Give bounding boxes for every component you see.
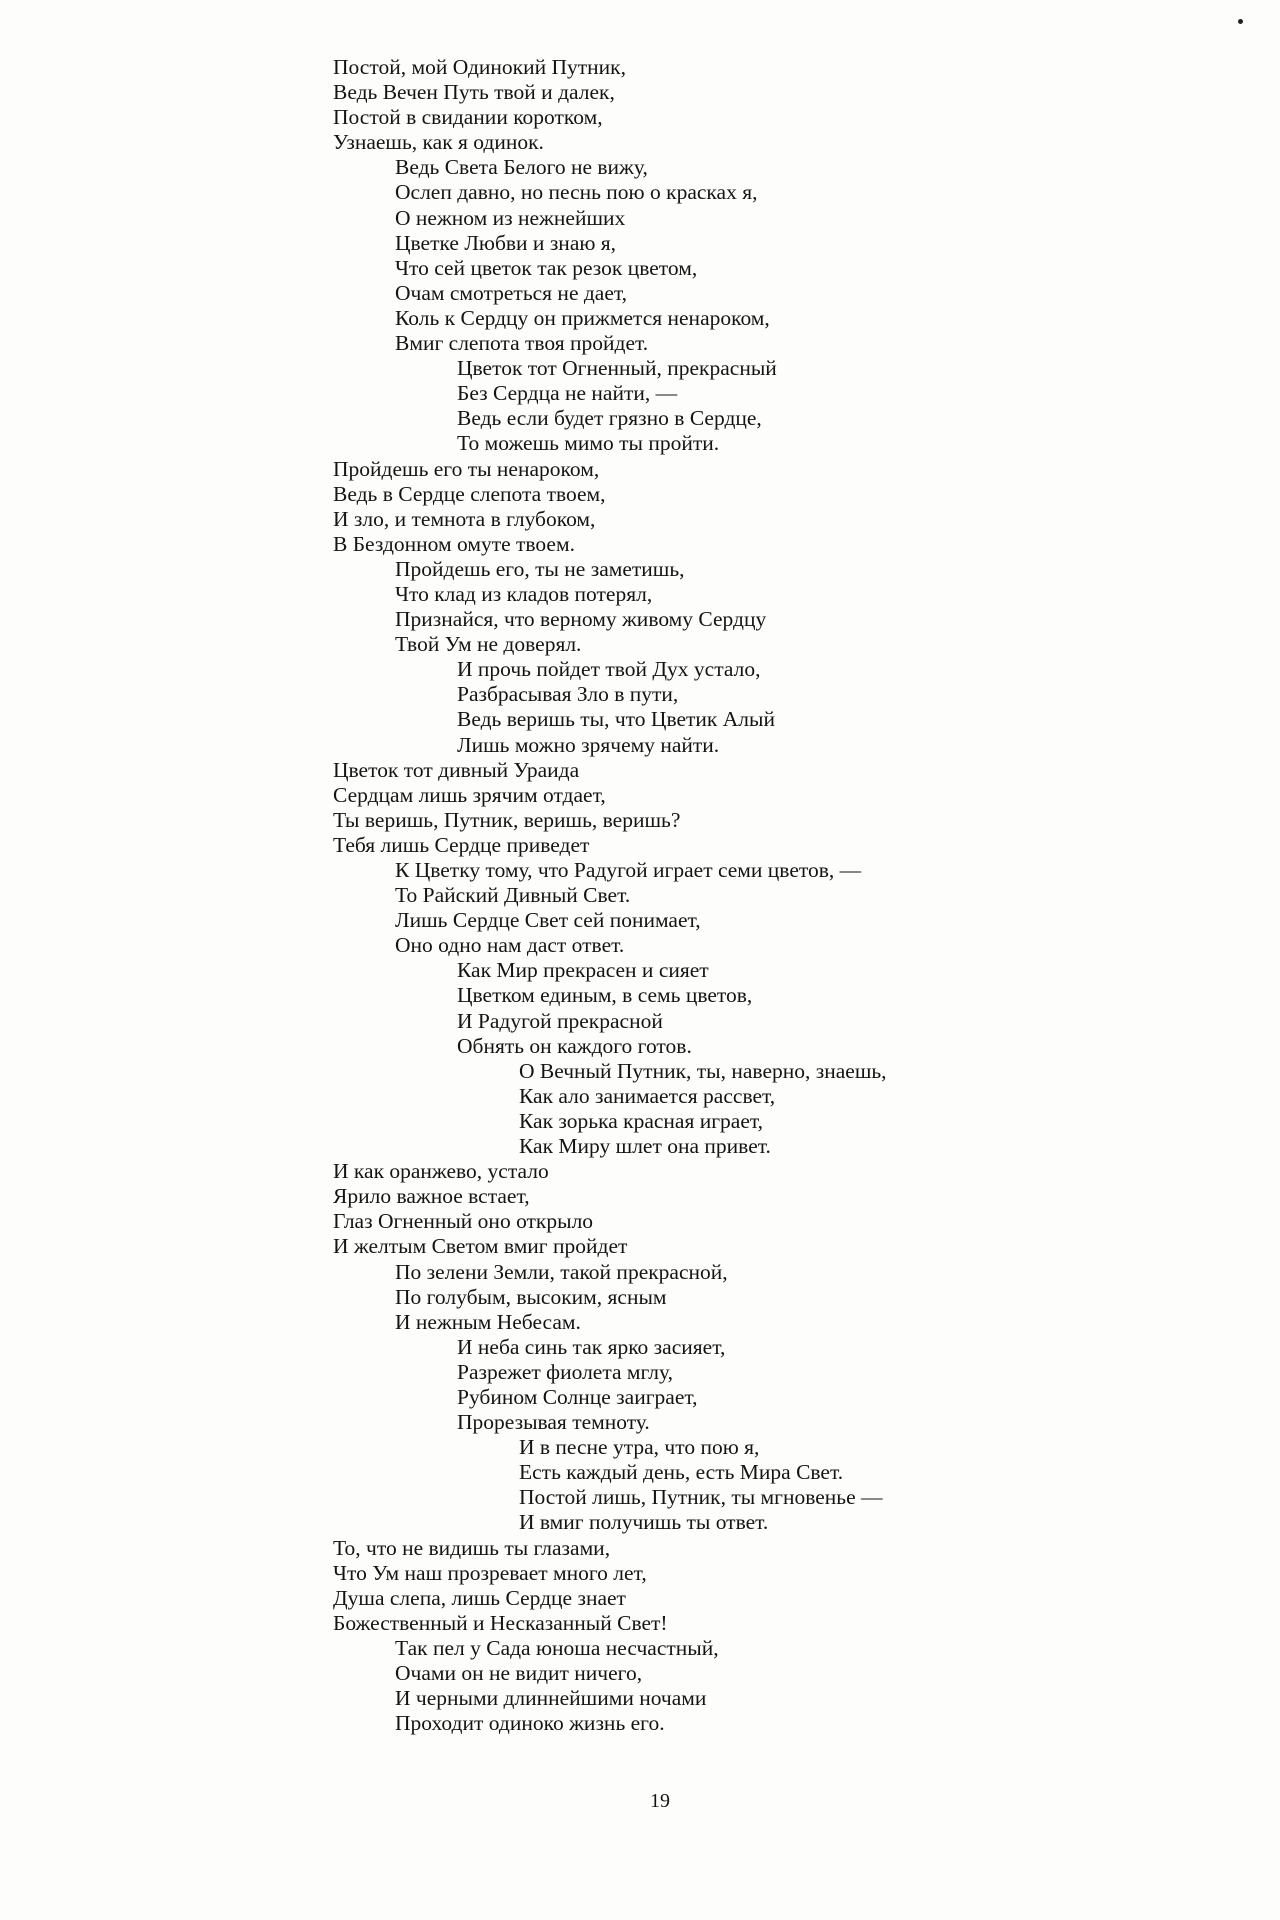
poem-line: Что клад из кладов потерял, (395, 581, 653, 606)
poem-line: Ослеп давно, но песнь пою о красках я, (395, 180, 758, 205)
poem-line: Постой в свидании коротком, (333, 105, 603, 130)
poem-line: Ведь веришь ты, что Цветик Алый (457, 707, 775, 732)
corner-mark (1238, 19, 1243, 24)
poem-line: Вмиг слепота твоя пройдет. (395, 331, 649, 356)
poem-line: И нежным Небесам. (395, 1309, 581, 1334)
poem-line: И зло, и темнота в глубоком, (333, 506, 596, 531)
poem-line: Прорезывая темноту. (457, 1410, 650, 1435)
poem-line: Разрежет фиолета мглу, (457, 1359, 673, 1384)
poem-line: И черными длиннейшими ночами (395, 1686, 707, 1711)
poem-line: Цветок тот Огненный, прекрасный (457, 356, 777, 381)
poem-line: Ярило важное встает, (333, 1184, 530, 1209)
poem-line: Постой лишь, Путник, ты мгновенье — (519, 1485, 883, 1510)
poem-line: Без Сердца не найти, — (457, 381, 678, 406)
poem-line: Ведь в Сердце слепота твоем, (333, 481, 606, 506)
poem-line: И в песне утра, что пою я, (519, 1435, 760, 1460)
poem-line: Что Ум наш прозревает много лет, (333, 1560, 647, 1585)
poem-line: Коль к Сердцу он прижмется ненароком, (395, 305, 770, 330)
page-number: 19 (650, 1790, 670, 1812)
poem-line: Так пел у Сада юноша несчастный, (395, 1635, 719, 1660)
poem-line: И Радугой прекрасной (457, 1008, 663, 1033)
poem-line: Глаз Огненный оно открыло (333, 1209, 594, 1234)
poem-line: Цветке Любви и знаю я, (395, 230, 617, 255)
poem-line: В Бездонном омуте твоем. (333, 531, 575, 556)
poem-line: Пройдешь его, ты не заметишь, (395, 556, 685, 581)
poem-line: Божественный и Несказанный Свет! (333, 1610, 668, 1635)
poem-line: Очами он не видит ничего, (395, 1661, 643, 1685)
poem-line: Твой Ум не доверял. (395, 632, 582, 657)
poem-line: Как Мир прекрасен и сияет (457, 958, 709, 983)
poem-line: По голубым, высоким, ясным (395, 1284, 667, 1309)
poem-line: Лишь можно зрячему найти. (457, 732, 720, 757)
poem-line: И прочь пойдет твой Дух устало, (457, 657, 761, 682)
poem-text (333, 55, 1233, 1736)
poem-line: И как оранжево, устало (333, 1159, 549, 1184)
poem-line: Оно одно нам даст ответ. (395, 933, 625, 958)
poem-line: То, что не видишь ты глазами, (333, 1535, 611, 1560)
poem-line: Ты веришь, Путник, веришь, веришь? (333, 807, 681, 832)
poem-line: О Вечный Путник, ты, наверно, знаешь, (519, 1058, 887, 1083)
poem-line: Есть каждый день, есть Мира Свет. (519, 1460, 844, 1485)
poem-line: Сердцам лишь зрячим отдает, (333, 782, 606, 807)
poem-line: К Цветку тому, что Радугой играет семи цветов, — (395, 858, 862, 882)
poem-line: Пройдешь его ты ненароком, (333, 456, 600, 481)
poem-line: Обнять он каждого готов. (457, 1033, 692, 1058)
poem-line: Проходит одиноко жизнь его. (395, 1711, 665, 1736)
poem-line: Тебя лишь Сердце приведет (333, 832, 590, 857)
poem-line: То можешь мимо ты пройти. (457, 431, 720, 456)
poem-line: Лишь Сердце Свет сей понимает, (395, 908, 701, 933)
poem-line: Разбрасывая Зло в пути, (457, 682, 679, 707)
poem-line: Узнаешь, как я одинок. (333, 130, 544, 155)
poem-line: Что сей цветок так резок цветом, (395, 255, 698, 280)
poem-line: О нежном из нежнейших (395, 205, 626, 230)
poem-line: И желтым Светом вмиг пройдет (333, 1234, 628, 1259)
poem-line: Как зорька красная играет, (519, 1108, 764, 1133)
poem-line: Цветок тот дивный Ураида (333, 757, 580, 782)
poem-line: Рубином Солнце заиграет, (457, 1384, 698, 1409)
poem-line: И вмиг получишь ты ответ. (519, 1510, 769, 1535)
poem-line: Постой, мой Одинокий Путник, (333, 55, 626, 79)
poem-line: По зелени Земли, такой прекрасной, (395, 1259, 728, 1284)
poem-line: И неба синь так ярко засияет, (457, 1334, 726, 1359)
poem-line: Ведь если будет грязно в Сердце, (457, 406, 762, 431)
poem-line: Ведь Вечен Путь твой и далек, (333, 80, 615, 105)
poem-line: Ведь Света Белого не вижу, (395, 155, 648, 180)
poem-line: Очам смотреться не дает, (395, 280, 628, 305)
poem-line: То Райский Дивный Свет. (395, 883, 631, 908)
poem-line: Цветком единым, в семь цветов, (457, 983, 753, 1008)
poem-line: Признайся, что верному живому Сердцу (395, 607, 767, 632)
poem-line: Как Миру шлет она привет. (519, 1134, 771, 1159)
poem-line: Как ало занимается рассвет, (519, 1083, 776, 1108)
poem-line: Душа слепа, лишь Сердце знает (333, 1585, 626, 1610)
